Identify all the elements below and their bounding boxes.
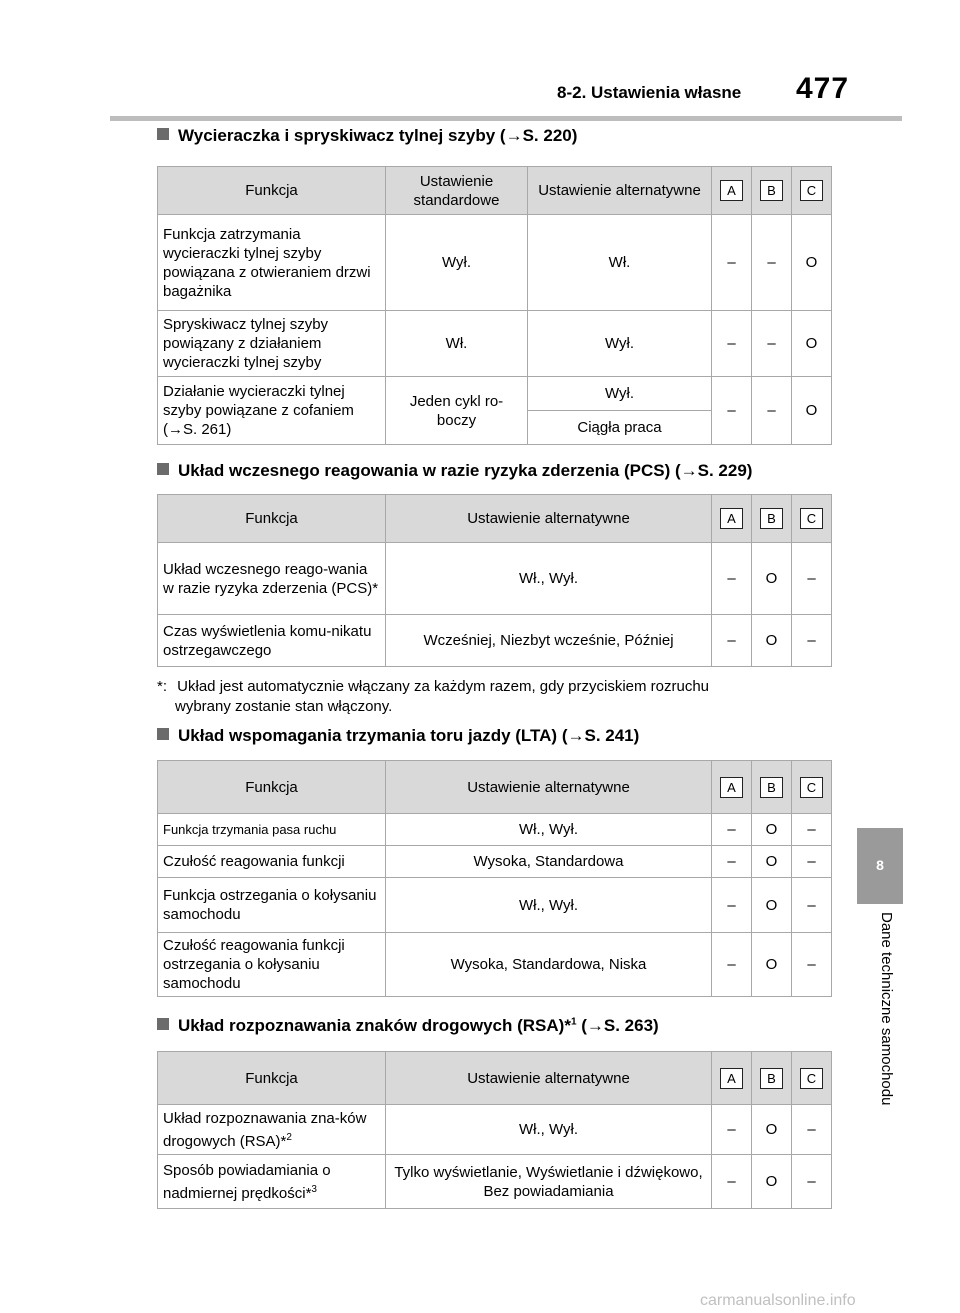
header-b [752, 761, 792, 814]
header-rule [110, 116, 902, 121]
cell-c: O [792, 311, 832, 377]
cell-b: O [752, 543, 792, 615]
letter-b-icon: B [760, 777, 783, 798]
cell-b: O [752, 814, 792, 846]
table-header-row [158, 167, 832, 215]
cell-a: – [712, 543, 752, 615]
cell-b: O [752, 1155, 792, 1209]
chapter-tab [857, 828, 903, 904]
table-row [158, 814, 832, 846]
cell-c: – [792, 814, 832, 846]
header-a [712, 761, 752, 814]
cell-b: O [752, 846, 792, 878]
letter-a-icon: A [720, 777, 743, 798]
table-row [158, 846, 832, 878]
header-b [752, 1052, 792, 1105]
cell-alt: Wył. [528, 311, 712, 377]
cell-funkcja: Czułość reagowania funkcji ostrzegania o kołysaniu samochodu [158, 933, 386, 997]
cell-funkcja: Funkcja ostrzegania o kołysaniu samochodu [158, 878, 386, 933]
header-alt: Ustawienie alternatywne [528, 167, 712, 215]
cell-a: – [712, 933, 752, 997]
cell-a: – [712, 1155, 752, 1209]
cell-standard: Wł. [386, 311, 528, 377]
cell-b: – [752, 215, 792, 311]
cell-a: – [712, 1105, 752, 1155]
section-title-sup: 1 [570, 1016, 577, 1028]
header-funkcja: Funkcja [158, 1052, 386, 1105]
square-bullet-icon [157, 1018, 169, 1030]
cell-funkcja: Spryskiwacz tylnej szyby powiązany z działaniem wycieraczki tylnej szyby [158, 311, 386, 377]
cell-alt: Wysoka, Standardowa [386, 846, 712, 878]
table-header-row [158, 495, 832, 543]
letter-c-icon: C [800, 508, 823, 529]
header-c [792, 167, 832, 215]
header-alt: Ustawienie alternatywne [386, 761, 712, 814]
table-row [158, 377, 832, 411]
section-title-text: Wycieraczka i spryskiwacz tylnej szyby (→S. 220) [178, 126, 578, 145]
cell-a: – [712, 311, 752, 377]
header-funkcja: Funkcja [158, 761, 386, 814]
square-bullet-icon [157, 728, 169, 740]
header-a [712, 495, 752, 543]
table-row [158, 311, 832, 377]
cell-alt: Tylko wyświetlanie, Wyświetlanie i dźwiękowo, Bez powiadamiania [386, 1155, 712, 1209]
cell-alt-option-2: Ciągła praca [528, 411, 712, 445]
header-c [792, 761, 832, 814]
table-header-row [158, 761, 832, 814]
cell-c: – [792, 933, 832, 997]
table-row [158, 215, 832, 311]
cell-alt: Wysoka, Standardowa, Niska [386, 933, 712, 997]
cell-a: – [712, 615, 752, 667]
header-b [752, 495, 792, 543]
cell-c: – [792, 615, 832, 667]
header-funkcja: Funkcja [158, 495, 386, 543]
cell-b: – [752, 377, 792, 445]
cell-a: – [712, 215, 752, 311]
cell-alt: Wł., Wył. [386, 1105, 712, 1155]
cell-a: – [712, 377, 752, 445]
letter-a-icon: A [720, 508, 743, 529]
cell-funkcja-sup: 2 [286, 1131, 292, 1143]
cell-alt-option-1: Wył. [528, 377, 712, 411]
table-row [158, 1105, 832, 1155]
footnote-line-1 [157, 677, 837, 697]
letter-a-icon: A [720, 1068, 743, 1089]
cell-funkcja [158, 1105, 386, 1155]
letter-b-icon: B [760, 180, 783, 201]
footnote-mark: *: [157, 678, 168, 695]
cell-c: – [792, 1105, 832, 1155]
cell-funkcja: Układ wczesnego reago-wania w razie ryzyka zderzenia (PCS)* [158, 543, 386, 615]
section-title-lta [157, 726, 639, 746]
cell-funkcja-text: Układ rozpoznawania zna-ków drogowych (RSA)* [163, 1109, 367, 1150]
cell-alt: Wł., Wył. [386, 814, 712, 846]
footnote-text-1: Układ jest automatycznie włączany za każdym razem, gdy przyciskiem rozruchu [177, 678, 710, 695]
square-bullet-icon [157, 128, 169, 140]
header-a [712, 1052, 752, 1105]
header-c [792, 1052, 832, 1105]
table-row [158, 1155, 832, 1209]
letter-b-icon: B [760, 1068, 783, 1089]
table-row [158, 543, 832, 615]
cell-alt: Wł. [528, 215, 712, 311]
cell-c: – [792, 846, 832, 878]
section-title-rsa [157, 1016, 659, 1036]
cell-funkcja: Czułość reagowania funkcji [158, 846, 386, 878]
section-title-text: Układ wczesnego reagowania w razie ryzyka zderzenia (PCS) (→S. 229) [178, 461, 753, 480]
letter-a-icon: A [720, 180, 743, 201]
cell-funkcja: Działanie wycieraczki tylnej szyby powiązane z cofaniem (→S. 261) [158, 377, 386, 445]
cell-funkcja-sup: 3 [311, 1183, 317, 1195]
chapter-side-label: Dane techniczne samochodu [878, 912, 895, 1106]
cell-alt: Wł., Wył. [386, 543, 712, 615]
header-a [712, 167, 752, 215]
letter-b-icon: B [760, 508, 783, 529]
page-number: 477 [796, 72, 850, 105]
section-title-pcs [157, 461, 752, 481]
cell-funkcja-text: Sposób powiadamiania o nadmiernej prędkości* [163, 1161, 331, 1202]
cell-funkcja [158, 1155, 386, 1209]
cell-funkcja: Funkcja trzymania pasa ruchu [158, 814, 386, 846]
header-standard: Ustawienie standardowe [386, 167, 528, 215]
cell-b: O [752, 878, 792, 933]
cell-b: O [752, 933, 792, 997]
header-funkcja: Funkcja [158, 167, 386, 215]
footnote [157, 677, 837, 717]
cell-c: O [792, 215, 832, 311]
cell-c: – [792, 543, 832, 615]
chapter-tab-number: 8 [876, 857, 884, 873]
section-title-ref: (→S. 263) [576, 1016, 659, 1035]
cell-alt: Wł., Wył. [386, 878, 712, 933]
cell-funkcja: Czas wyświetlenia komu-nikatu ostrzegawczego [158, 615, 386, 667]
table-rear-wiper [157, 166, 832, 445]
table-row [158, 933, 832, 997]
footnote-line-2: wybrany zostanie stan włączony. [175, 698, 393, 715]
cell-c: O [792, 377, 832, 445]
header-alt: Ustawienie alternatywne [386, 495, 712, 543]
cell-c: – [792, 1155, 832, 1209]
table-lta [157, 760, 832, 997]
cell-a: – [712, 814, 752, 846]
cell-a: – [712, 878, 752, 933]
cell-c: – [792, 878, 832, 933]
letter-c-icon: C [800, 1068, 823, 1089]
square-bullet-icon [157, 463, 169, 475]
table-row [158, 878, 832, 933]
header-alt: Ustawienie alternatywne [386, 1052, 712, 1105]
watermark: carmanualsonline.info [700, 1292, 856, 1309]
table-pcs [157, 494, 832, 667]
cell-alt: Wcześniej, Niezbyt wcześnie, Później [386, 615, 712, 667]
letter-c-icon: C [800, 777, 823, 798]
table-rsa [157, 1051, 832, 1209]
table-row [158, 615, 832, 667]
cell-a: – [712, 846, 752, 878]
table-header-row [158, 1052, 832, 1105]
cell-b: O [752, 615, 792, 667]
cell-b: O [752, 1105, 792, 1155]
section-header-title: 8-2. Ustawienia własne [557, 83, 742, 102]
header-c [792, 495, 832, 543]
cell-b: – [752, 311, 792, 377]
letter-c-icon: C [800, 180, 823, 201]
section-title-text: Układ rozpoznawania znaków drogowych (RSA)* [178, 1016, 571, 1035]
cell-standard: Wył. [386, 215, 528, 311]
cell-funkcja: Funkcja zatrzymania wycieraczki tylnej szyby powiązana z otwieraniem drzwi bagażnika [158, 215, 386, 311]
cell-standard: Jeden cykl ro-boczy [386, 377, 528, 445]
section-title-text: Układ wspomagania trzymania toru jazdy (LTA) (→S. 241) [178, 726, 640, 745]
section-title-rear-wiper [157, 126, 577, 146]
header-b [752, 167, 792, 215]
